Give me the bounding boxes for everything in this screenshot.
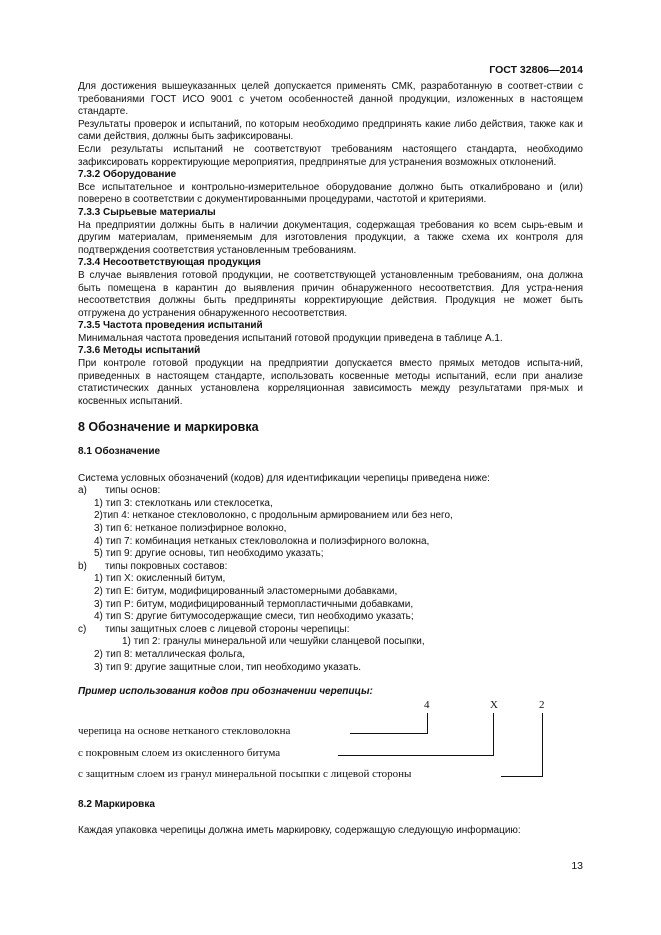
code-label: 4 bbox=[424, 698, 430, 711]
list-item bbox=[78, 561, 583, 574]
subsection-title: 7.3.4 Несоответствующая продукция bbox=[78, 257, 261, 269]
code-label: 2 bbox=[539, 698, 545, 711]
paragraph-text: Если результаты испытаний не соответствуют требованиям настоящего стандарта, необходимо зафиксировать корректирующие мероприятия, предпринятые для устранения возможных отклонений. bbox=[78, 143, 583, 168]
paragraph: Минимальная частота проведения испытаний готовой продукции приведена в таблице А.1. bbox=[78, 332, 503, 344]
section-title: 8 Обозначение и маркировка bbox=[78, 420, 259, 435]
code-example-diagram bbox=[78, 698, 583, 783]
subsection-title: 8.2 Маркировка bbox=[78, 798, 155, 810]
paragraph: Система условных обозначений (кодов) для идентификации черепицы приведена ниже: bbox=[78, 472, 490, 484]
list-item: 4) тип 7: комбинация нетканых стекловолокна и полиэфирного волокна, bbox=[94, 535, 430, 547]
list-item bbox=[78, 624, 583, 637]
code-underline bbox=[501, 776, 543, 777]
subsection-title: 7.3.5 Частота проведения испытаний bbox=[78, 320, 263, 332]
list-text: типы защитных слоев с лицевой стороны черепицы: bbox=[105, 623, 350, 635]
list-marker: a) bbox=[78, 485, 87, 497]
page-number: 13 bbox=[571, 860, 583, 872]
list-item: 3) тип 9: другие защитные слои, тип необходимо указать. bbox=[94, 661, 362, 673]
code-connector bbox=[427, 713, 428, 733]
code-underline bbox=[350, 733, 428, 734]
paragraph: В случае выявления готовой продукции, не соответствующей установленным требованиям, она должна быть помещена в карантин до выявления причин обнаруженного несоответствия. Для устра-нения несоответствия должны быть предприняты корректирующие действия. Продукция не может быть отгружена до устранения обнаруженного несоответствия. bbox=[78, 269, 583, 319]
subsection-title: 7.3.3 Сырьевые материалы bbox=[78, 206, 216, 218]
list-item: 2) тип 8: металлическая фольга, bbox=[94, 648, 246, 660]
paragraph: На предприятии должны быть в наличии документация, содержащая требования ко всем сырь-евым и другим материалам, применяемым для изготовления продукции, а также схема их контроля для подтверждения соответствия установленным требованиям. bbox=[78, 219, 583, 256]
subsection-title: 8.1 Обозначение bbox=[78, 446, 161, 458]
example-line: с покровным слоем из окисленного битума bbox=[78, 746, 281, 759]
subsection-title: 7.3.2 Оборудование bbox=[78, 169, 177, 181]
code-label: X bbox=[490, 698, 498, 711]
example-line: черепица на основе нетканого стекловолокна bbox=[78, 724, 291, 737]
paragraph bbox=[78, 144, 583, 169]
list-item bbox=[78, 485, 583, 498]
list-item: 4) тип S: другие битумосодержащие смеси, тип необходимо указать; bbox=[94, 611, 414, 623]
list-item: 2) тип E: битум, модифицированный эластомерными добавками, bbox=[94, 585, 398, 597]
list-text: типы основ: bbox=[105, 485, 161, 497]
paragraph: При контроле готовой продукции на предприятии допускается вместо прямых методов испыта-ний, приведенных в настоящем стандарте, использовать косвенные методы испытаний, если при анализе статистических данных установлена корреляционная зависимость между результатами пря-мых и косвенных испытаний. bbox=[78, 358, 583, 407]
code-underline bbox=[338, 755, 494, 756]
code-connector bbox=[542, 713, 543, 776]
list-marker: b) bbox=[78, 560, 87, 572]
list-item: 1) тип X: окисленный битум, bbox=[94, 573, 226, 585]
list-item: 1) тип 3: стеклоткань или стеклосетка, bbox=[94, 497, 273, 509]
subsection-title: 7.3.6 Методы испытаний bbox=[78, 345, 201, 357]
document-header: ГОСТ 32806—2014 bbox=[489, 64, 583, 76]
list-item: 1) тип 2: гранулы минеральной или чешуйки сланцевой посыпки, bbox=[122, 636, 425, 648]
list-item: 3) тип P: битум, модифицированный термопластичными добавками, bbox=[94, 598, 414, 610]
page-content bbox=[78, 81, 583, 838]
list-item: 5) тип 9: другие основы, тип необходимо указать; bbox=[94, 548, 324, 560]
code-connector bbox=[493, 713, 494, 755]
list-item: 3) тип 6: нетканое полиэфирное волокно, bbox=[94, 523, 287, 534]
example-title: Пример использования кодов при обозначении черепицы: bbox=[78, 686, 373, 698]
list-marker: c) bbox=[78, 623, 87, 635]
list-item: 2)тип 4: нетканое стекловолокно, с продольным армированием или без него, bbox=[94, 510, 453, 522]
paragraph: Все испытательное и контрольно-измерительное оборудование должно быть откалибровано и (или) поверено в соответствии с документированными процедурами, частотой и критериями. bbox=[78, 181, 583, 206]
paragraph: Каждая упаковка черепицы должна иметь маркировку, содержащую следующую информацию: bbox=[78, 825, 521, 837]
paragraph-text: Результаты проверок и испытаний, по которым необходимо предпринять какие либо действия, также как и сами действия, должны быть зафиксированы. bbox=[78, 118, 583, 143]
paragraph bbox=[78, 119, 583, 144]
paragraph bbox=[78, 81, 583, 119]
example-line: с защитным слоем из гранул минеральной посыпки с лицевой стороны bbox=[78, 767, 412, 780]
paragraph-text: Для достижения вышеуказанных целей допускается применять СМК, разработанную в соответ-ствии с требованиями ГОСТ ИСО 9001 с учетом особенностей данной продукции, изложенных в настоящем стандарте. bbox=[78, 81, 583, 118]
list-text: типы покровных составов: bbox=[105, 560, 228, 572]
